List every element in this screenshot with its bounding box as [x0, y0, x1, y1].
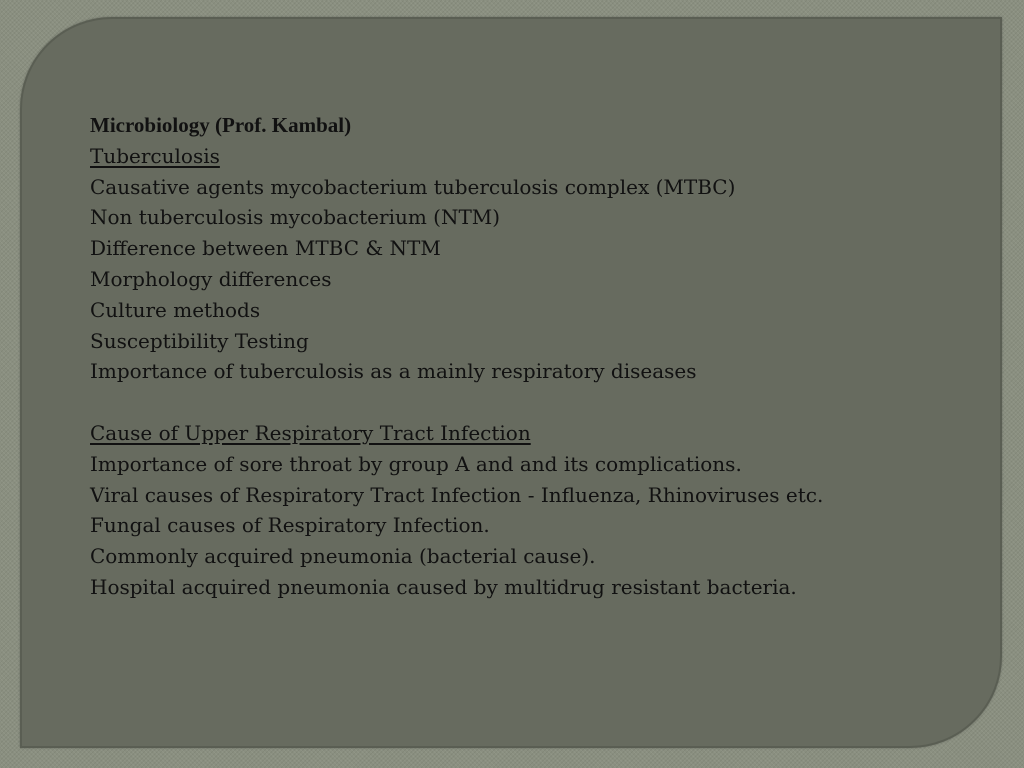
slide-title: Microbiology (Prof. Kambal)	[90, 113, 352, 137]
list-item: Hospital acquired pneumonia caused by multidrug resistant bacteria.	[90, 574, 797, 599]
section-spacer	[90, 387, 970, 418]
section-heading-tuberculosis: Tuberculosis	[90, 143, 220, 168]
list-item: Susceptibility Testing	[90, 328, 309, 353]
list-item: Commonly acquired pneumonia (bacterial cause).	[90, 544, 596, 569]
slide-panel	[20, 17, 1002, 748]
list-item: Viral causes of Respiratory Tract Infection - Influenza, Rhinoviruses etc.	[90, 482, 824, 507]
list-item: Non tuberculosis mycobacterium (NTM)	[90, 205, 501, 230]
section-heading-respiratory: Cause of Upper Respiratory Tract Infection	[90, 420, 531, 445]
list-item: Importance of sore throat by group A and and its complications.	[90, 451, 742, 476]
list-item: Morphology differences	[90, 266, 332, 291]
list-item: Culture methods	[90, 297, 261, 322]
list-item: Difference between MTBC & NTM	[90, 236, 441, 261]
slide-content	[90, 110, 970, 603]
list-item: Importance of tuberculosis as a mainly respiratory diseases	[90, 359, 697, 384]
list-item: Causative agents mycobacterium tuberculosis complex (MTBC)	[90, 174, 736, 199]
list-item: Fungal causes of Respiratory Infection.	[90, 513, 490, 538]
